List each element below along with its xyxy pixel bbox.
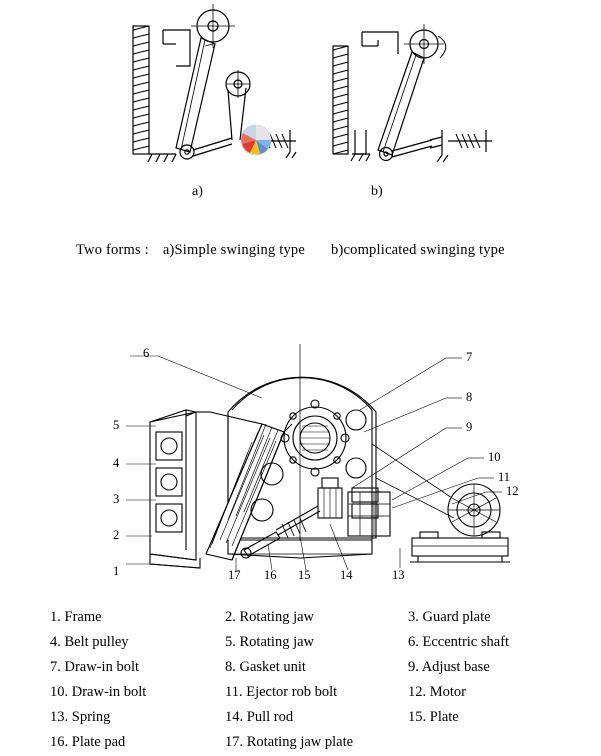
legend-row	[50, 705, 560, 730]
figure-a-label: a)	[192, 184, 203, 199]
legend-item-9: 9. Adjust base	[408, 659, 490, 675]
legend-item-8: 8. Gasket unit	[225, 659, 306, 675]
callout-13: 13	[392, 568, 405, 582]
callout-16: 16	[264, 568, 277, 582]
callout-6: 6	[143, 346, 150, 360]
legend-row	[50, 630, 560, 655]
callout-9: 9	[466, 420, 473, 434]
crusher-cutaway-svg	[0, 292, 601, 592]
legend-item-7: 7. Draw-in bolt	[50, 659, 139, 675]
legend-row	[50, 680, 560, 705]
form-a-text: a)Simple swinging type	[162, 242, 306, 258]
legend-item-4: 4. Belt pulley	[50, 634, 129, 650]
figure-b-label: b)	[371, 184, 383, 199]
watermark-fan-icon	[238, 122, 274, 158]
callout-1: 1	[113, 564, 120, 578]
callout-15: 15	[298, 568, 311, 582]
callout-3: 3	[113, 492, 120, 506]
legend-item-17: 17. Rotating jaw plate	[225, 734, 354, 750]
legend-item-blank	[408, 730, 560, 755]
legend-item-6: 6. Eccentric shaft	[408, 634, 510, 650]
legend-item-5: 5. Rotating jaw	[225, 634, 315, 650]
callout-11: 11	[498, 470, 511, 484]
form-b-text: b)complicated swinging type	[331, 242, 505, 258]
legend-row	[50, 730, 560, 755]
legend-item-2: 2. Rotating jaw	[225, 609, 315, 625]
legend-row	[50, 605, 560, 630]
top-schematic-figures	[0, 0, 601, 215]
legend-item-11: 11. Ejector rob bolt	[225, 684, 338, 700]
legend-item-15: 15. Plate	[408, 709, 459, 725]
callout-10: 10	[488, 450, 501, 464]
callout-7: 7	[466, 350, 473, 364]
callout-4: 4	[113, 456, 120, 470]
crusher-cutaway-figure	[0, 292, 601, 592]
two-forms-caption	[76, 242, 546, 259]
legend-list	[50, 605, 560, 755]
legend-row	[50, 655, 560, 680]
legend-item-1: 1. Frame	[50, 609, 102, 625]
callout-17: 17	[228, 568, 241, 582]
top-schematic-svg	[0, 0, 601, 215]
callout-2: 2	[113, 528, 120, 542]
legend-item-13: 13. Spring	[50, 709, 111, 725]
callout-12: 12	[506, 484, 519, 498]
two-forms-prefix: Two forms :	[76, 242, 149, 258]
callout-14: 14	[340, 568, 353, 582]
legend-item-14: 14. Pull rod	[225, 709, 294, 725]
callout-8: 8	[466, 390, 473, 404]
legend-item-3: 3. Guard plate	[408, 609, 491, 625]
legend-item-10: 10. Draw-in bolt	[50, 684, 147, 700]
legend-item-12: 12. Motor	[408, 684, 466, 700]
legend-item-16: 16. Plate pad	[50, 734, 126, 750]
callout-5: 5	[113, 418, 120, 432]
